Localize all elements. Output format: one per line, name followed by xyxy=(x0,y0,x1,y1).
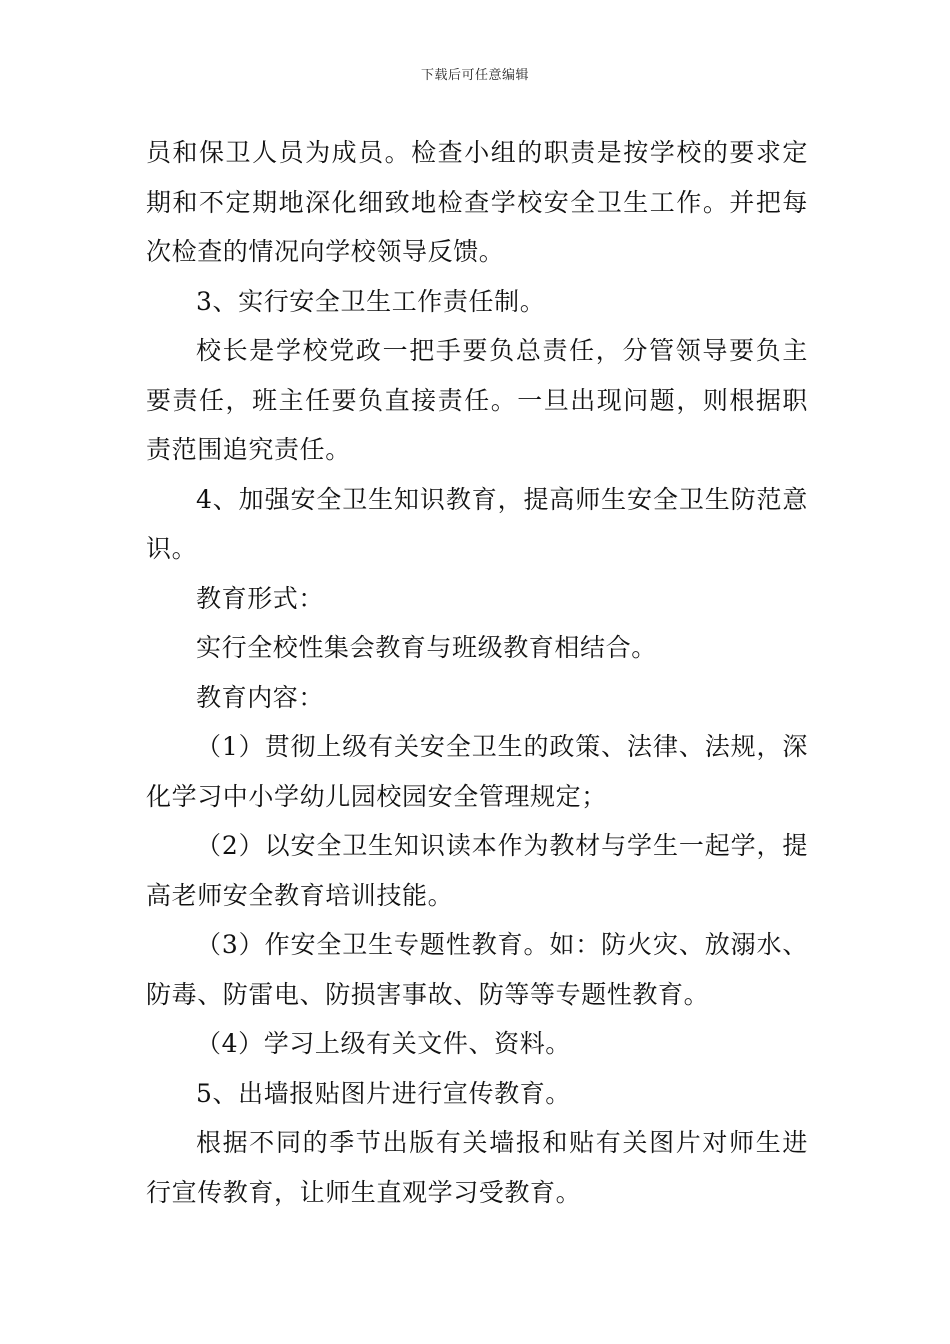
paragraph-heading-5: 5、出墙报贴图片进行宣传教育。 xyxy=(196,1078,571,1108)
paragraph-list-item-1: （1）贯彻上级有关安全卫生的政策、法律、法规，深化学习中小学幼儿园校园安全管理规定； xyxy=(146,732,808,811)
paragraph-heading-4: 4、加强安全卫生知识教育，提高师生安全卫生防范意识。 xyxy=(146,484,808,563)
document-body xyxy=(146,128,808,1217)
paragraph: 根据不同的季节出版有关墙报和贴有关图片对师生进行宣传教育，让师生直观学习受教育。 xyxy=(146,1128,808,1207)
paragraph-list-item-2: （2）以安全卫生知识读本作为教材与学生一起学，提高老师安全教育培训技能。 xyxy=(146,831,808,910)
page-header-note: 下载后可任意编辑 xyxy=(420,68,529,83)
paragraph-heading-3: 3、实行安全卫生工作责任制。 xyxy=(196,286,546,316)
paragraph-subheading: 教育形式： xyxy=(196,583,325,613)
paragraph-list-item-4: （4）学习上级有关文件、资料。 xyxy=(196,1029,571,1058)
paragraph-subheading: 教育内容： xyxy=(196,682,325,712)
paragraph-list-item-3: （3）作安全卫生专题性教育。如：防火灾、放溺水、防毒、防雷电、防损害事故、防等等专题性教育。 xyxy=(146,930,808,1009)
paragraph: 校长是学校党政一把手要负总责任，分管领导要负主要责任，班主任要负直接责任。一旦出现问题，则根据职责范围追究责任。 xyxy=(146,336,808,464)
paragraph-continuation: 员和保卫人员为成员。检查小组的职责是按学校的要求定期和不定期地深化细致地检查学校安全卫生工作。并把每次检查的情况向学校领导反馈。 xyxy=(146,138,808,266)
paragraph: 实行全校性集会教育与班级教育相结合。 xyxy=(196,633,657,662)
